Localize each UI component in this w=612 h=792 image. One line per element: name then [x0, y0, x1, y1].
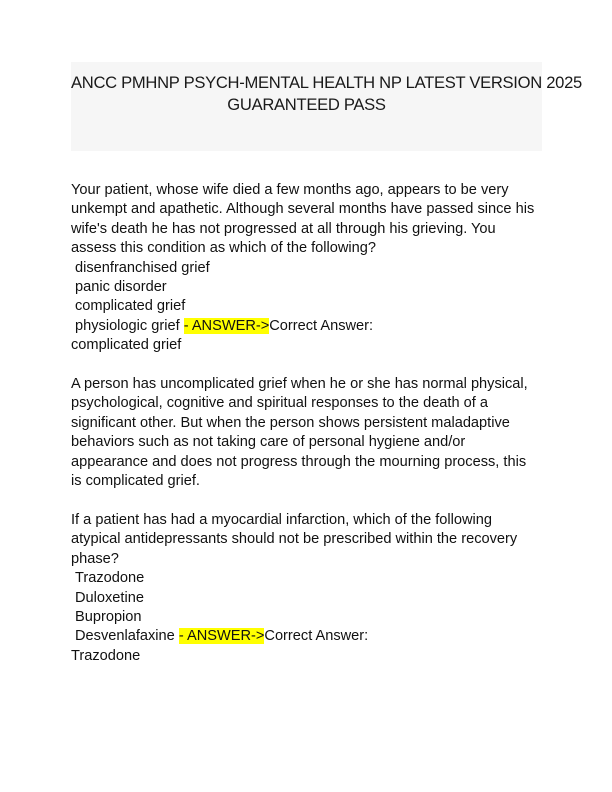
question-stem-line: Your patient, whose wife died a few months ago, appears to be very	[71, 182, 509, 198]
document-title	[71, 62, 582, 116]
question-stem-line: unkempt and apathetic. Although several months have passed since his	[71, 201, 535, 218]
question-stem-line: assess this condition as which of the following?	[71, 240, 377, 257]
explanation-line: behaviors such as not taking care of personal hygiene and/or	[71, 434, 466, 451]
answer-option: Duloxetine	[75, 589, 144, 606]
answer-option: disenfranchised grief	[75, 259, 210, 276]
question-1	[71, 181, 546, 491]
correct-answer: complicated grief	[71, 337, 182, 354]
correct-answer: Trazodone	[71, 647, 141, 664]
question-stem-line: phase?	[71, 550, 119, 567]
explanation-line: psychological, cognitive and spiritual responses to the death of a	[71, 395, 488, 412]
explanation-line: appearance and does not progress through the mourning process, this	[71, 453, 527, 470]
answer-marker-highlight: - ANSWER->	[178, 628, 265, 645]
paragraph-gap	[71, 356, 546, 375]
title-line-1: ANCC PMHNP PSYCH-MENTAL HEALTH NP LATEST VERSION 2025	[71, 73, 582, 92]
answer-option-last	[71, 317, 546, 336]
question-stem-line: wife's death he has not progressed at all through his grieving. You	[71, 220, 496, 237]
answer-option-text: physiologic grief	[75, 317, 180, 334]
answer-option-last	[71, 627, 546, 646]
explanation-line: A person has uncomplicated grief when he or she has normal physical,	[71, 376, 528, 393]
document-body	[71, 181, 546, 666]
answer-option: complicated grief	[75, 298, 186, 315]
title-banner	[71, 62, 582, 151]
question-2	[71, 511, 546, 666]
answer-option: Bupropion	[75, 608, 142, 625]
answer-marker-highlight: - ANSWER->	[183, 317, 270, 334]
question-stem-line: atypical antidepressants should not be prescribed within the recovery	[71, 531, 518, 548]
answer-option: Trazodone	[75, 570, 145, 587]
answer-option-text: Desvenlafaxine	[75, 628, 175, 645]
correct-answer-label: Correct Answer:	[264, 628, 369, 645]
correct-answer-label: Correct Answer:	[269, 317, 374, 334]
explanation-line: significant other. But when the person shows persistent maladaptive	[71, 414, 510, 431]
paragraph-gap	[71, 491, 546, 510]
answer-option: panic disorder	[75, 279, 167, 296]
question-stem-line: If a patient has had a myocardial infarction, which of the following	[71, 511, 493, 528]
title-line-2: GUARANTEED PASS	[227, 95, 386, 114]
explanation-line: is complicated grief.	[71, 473, 200, 490]
